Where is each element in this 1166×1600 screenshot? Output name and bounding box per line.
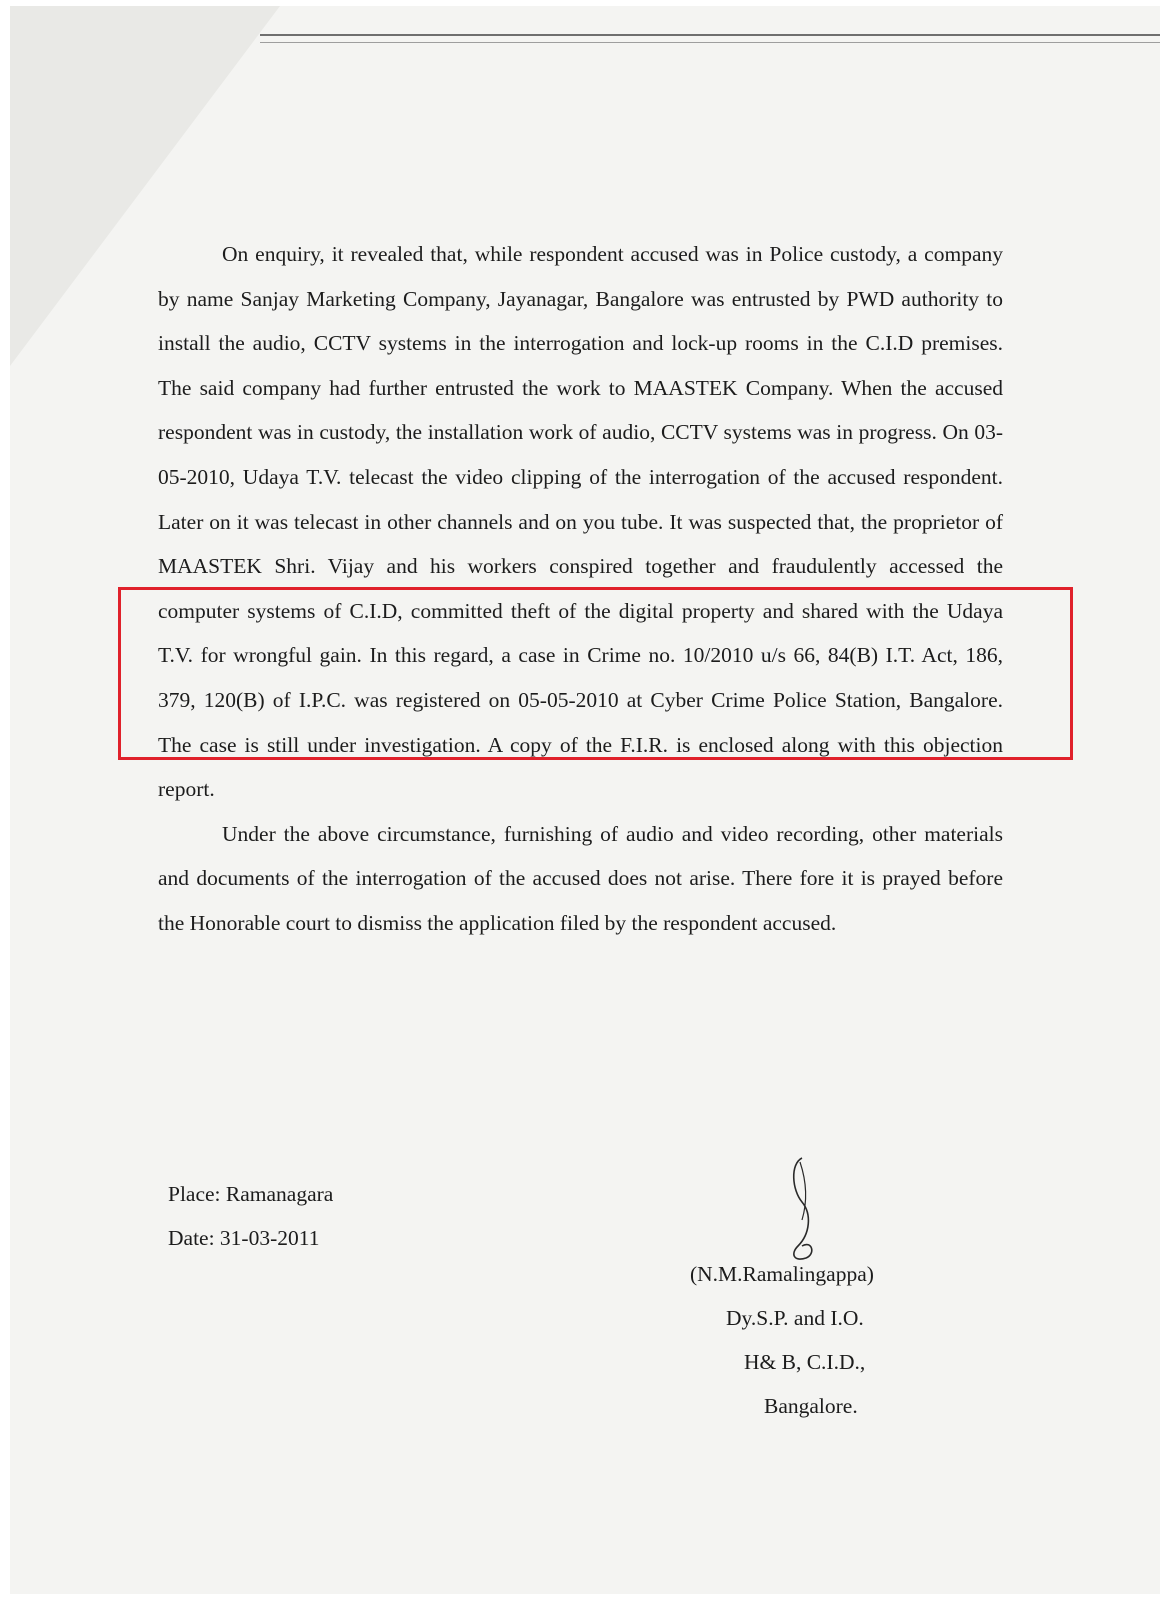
signatory-unit: H& B, C.I.D., [744, 1350, 866, 1374]
signatory-name: (N.M.Ramalingappa) [690, 1262, 874, 1286]
place-line: Place: Ramanagara [168, 1182, 334, 1206]
signatory-city: Bangalore. [764, 1394, 858, 1418]
top-rule [260, 34, 1160, 36]
signatory-designation: Dy.S.P. and I.O. [726, 1306, 864, 1330]
signature-block [690, 1252, 920, 1428]
place-date-block [168, 1172, 333, 1260]
highlight-annotation-box [118, 587, 1073, 760]
paragraph-conclusion: Under the above circumstance, furnishing of audio and video recording, other materials and documents of the interrogation of the accused does not arise. There fore it is prayed before the Honorable court to dismiss the application filed by the respondent accused. [158, 821, 1003, 935]
top-rule-secondary [260, 42, 1160, 43]
date-line: Date: 31-03-2011 [168, 1226, 320, 1250]
paragraph-enquiry: On enquiry, it revealed that, while respondent accused was in Police custody, a company by name Sanjay Marketing Company, Jayanagar, Bangalore was entrusted by PWD authority to install the audio, CCTV systems in the interrogation and lock-up rooms in the C.I.D premises. The said company had further entrusted the work to MAASTEK Company. When the accused respondent was in custody, the installation work of audio, CCTV systems was in progress. On 03-05-2010, Udaya T.V. telecast the video clipping of the interrogation of the accused respondent. Later on it was telecast in other channels and on you tube. It was suspected that, the proprietor of MAASTEK Shri. Vijay and his workers conspired together and fraudulently accessed the computer systems of C.I.D, committed theft of the digital property and shared with the Udaya T.V. for wrongful gain. In this regard, a case in Crime no. 10/2010 u/s 66, 84(B) I.T. Act, 186, 379, 120(B) of I.P.C. was registered on 05-05-2010 at Cyber Crime Police Station, Bangalore. The case is still under investigation. A copy of the F.I.R. is enclosed along with this objection report. [158, 242, 1003, 802]
